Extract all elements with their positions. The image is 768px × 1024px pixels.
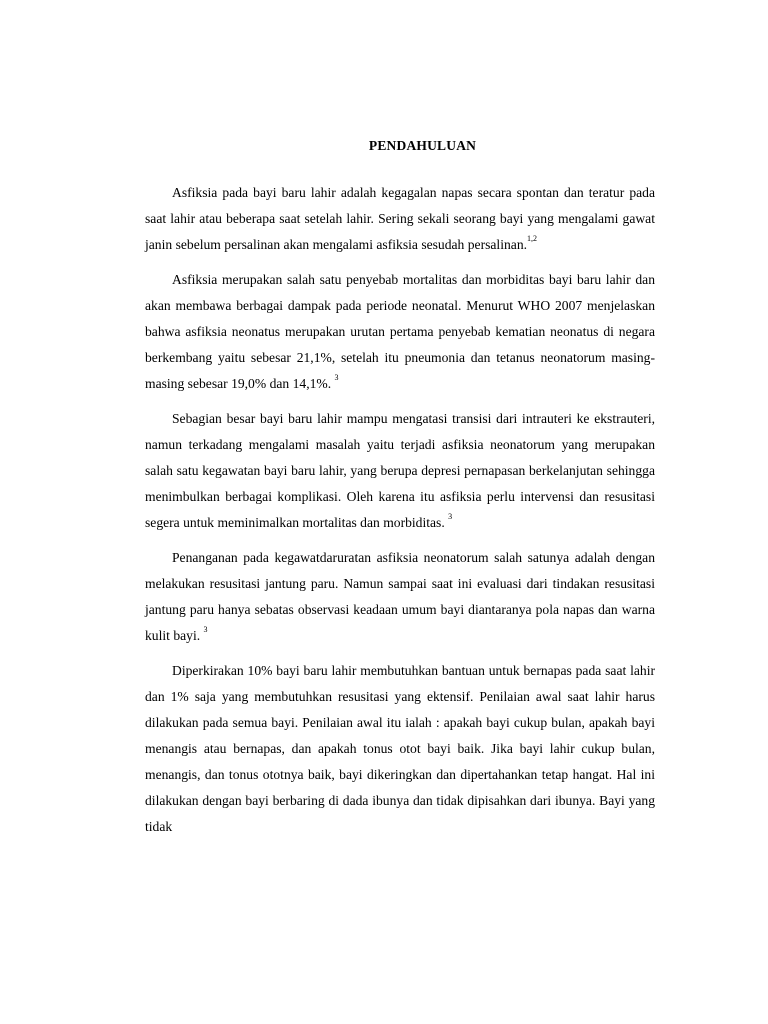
- citation: 1,2: [527, 234, 538, 244]
- paragraph-text: Sebagian besar bayi baru lahir mampu mengatasi transisi dari intrauteri ke ekstrauteri, namun terkadang mengalami masalah yaitu terjadi asfiksia neonatorum yang merupakan salah satu kegawatan bayi baru lahir, yang berupa depresi pernapasan berkelanjutan sehingga menimbulkan berbagai komplikasi. Oleh karena itu asfiksia perlu intervensi dan resusitasi segera untuk meminimalkan mortalitas dan morbiditas.: [145, 411, 655, 530]
- paragraph-text: Asfiksia merupakan salah satu penyebab mortalitas dan morbiditas bayi baru lahir dan akan membawa berbagai dampak pada periode neonatal. Menurut WHO 2007 menjelaskan bahwa asfiksia neonatus merupakan urutan pertama penyebab kematian neonatus di negara berkembang yaitu sebesar 21,1%, setelah itu pneumonia dan tetanus neonatorum masing-masing sebesar 19,0% dan 14,1%.: [145, 272, 655, 391]
- paragraph-text: Diperkirakan 10% bayi baru lahir membutuhkan bantuan untuk bernapas pada saat lahir dan 1% saja yang membutuhkan resusitasi yang ektensif. Penilaian awal saat lahir harus dilakukan pada semua bayi. Penilaian awal itu ialah : apakah bayi cukup bulan, apakah bayi menangis atau bernapas, dan apakah tonus otot bayi baik. Jika bayi lahir cukup bulan, menangis, dan tonus ototnya baik, bayi dikeringkan dan dipertahankan tetap hangat. Hal ini dilakukan dengan bayi berbaring di dada ibunya dan tidak dipisahkan dari ibunya. Bayi yang tidak: [145, 663, 655, 834]
- citation: 3: [448, 512, 453, 522]
- paragraph-text: Penanganan pada kegawatdaruratan asfiksia neonatorum salah satunya adalah dengan melakukan resusitasi jantung paru. Namun sampai saat ini evaluasi dari tindakan resusitasi jantung paru hanya sebatas observasi keadaan umum bayi diantaranya pola napas dan warna kulit bayi.: [145, 550, 655, 643]
- paragraph-2: [145, 267, 655, 397]
- paragraph-4: [145, 545, 655, 649]
- paragraph-3: [145, 406, 655, 536]
- citation: 3: [203, 625, 208, 635]
- body-text: [145, 180, 655, 849]
- paragraph-1: [145, 180, 655, 258]
- page-title: PENDAHULUAN: [368, 138, 477, 153]
- citation: 3: [334, 373, 339, 383]
- paragraph-5: [145, 658, 655, 840]
- paragraph-text: Asfiksia pada bayi baru lahir adalah kegagalan napas secara spontan dan teratur pada saat lahir atau beberapa saat setelah lahir. Sering sekali seorang bayi yang mengalami gawat janin sebelum persalinan akan mengalami asfiksia sesudah persalinan.: [145, 185, 655, 252]
